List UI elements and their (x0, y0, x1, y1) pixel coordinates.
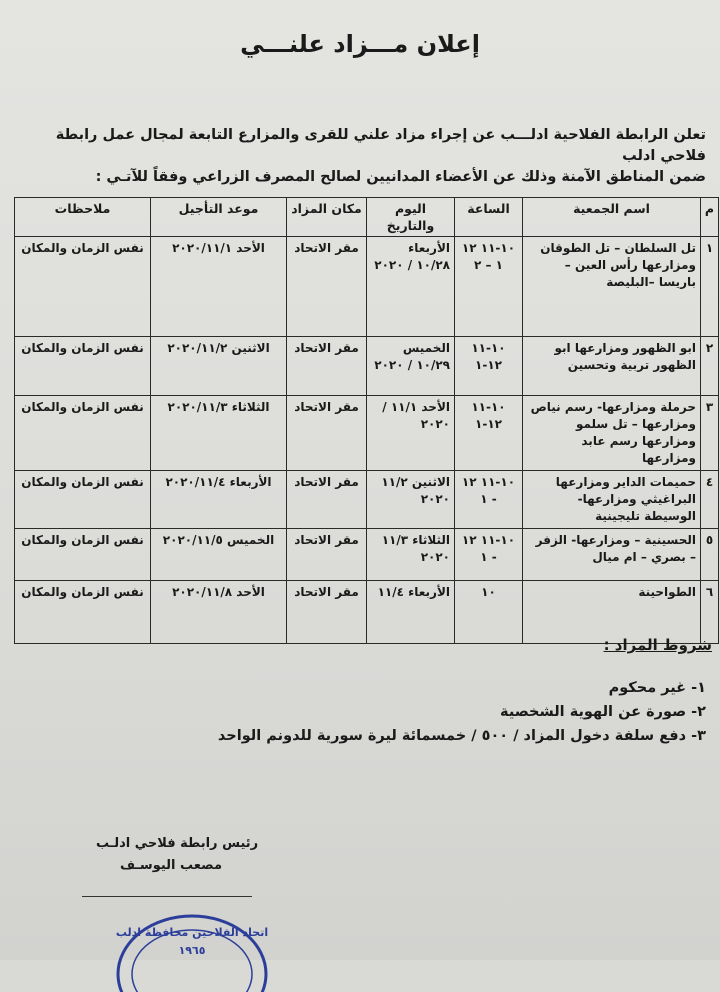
cell-date: الأحد ١١/١ / ٢٠٢٠ (367, 396, 455, 471)
official-stamp (112, 902, 272, 992)
cell-notes: نفس الزمان والمكان (15, 237, 151, 337)
header-date: اليوم والتاريخ (367, 198, 455, 237)
cell-time: ١٠-١١ ١٢ - ١ (455, 529, 523, 581)
cell-association: الحسينية – ومزارعها- الزفر – بصري – ام ميال (523, 529, 701, 581)
cell-association: تل السلطان – تل الطوقان ومزارعها رأس العين – باريسا –البليصة (523, 237, 701, 337)
cell-association: ابو الظهور ومزارعها ابو الظهور تربية وتحسين (523, 337, 701, 396)
table-row (15, 581, 719, 644)
cell-association: حميمات الداير ومزارعها البراغيثي ومزارعها- الوسيطة تليجينية (523, 471, 701, 529)
signature-name: مصعب اليوسـف (120, 858, 222, 873)
condition-item: ١- غير محكوم (608, 680, 706, 696)
header-postpone: موعد التأجيل (151, 198, 287, 237)
document-title: إعلان مـــزاد علنـــي (240, 30, 480, 58)
table-row (15, 337, 719, 396)
cell-postpone: الاثنين ٢٠٢٠/١١/٢ (151, 337, 287, 396)
cell-num: ١ (701, 237, 719, 337)
intro-paragraph (16, 125, 706, 188)
cell-notes: نفس الزمان والمكان (15, 337, 151, 396)
cell-postpone: الأحد ٢٠٢٠/١١/١ (151, 237, 287, 337)
cell-date: الأربعاء ١٠/٢٨ / ٢٠٢٠ (367, 237, 455, 337)
cell-place: مقر الاتحاد (287, 529, 367, 581)
cell-num: ٥ (701, 529, 719, 581)
cell-postpone: الأحد ٢٠٢٠/١١/٨ (151, 581, 287, 644)
intro-line-2: ضمن المناطق الآمنة وذلك عن الأعضاء المدانيين لصالح المصرف الزراعي وفقاً للآتـي : (95, 169, 706, 185)
header-place: مكان المزاد (287, 198, 367, 237)
table-row (15, 396, 719, 471)
cell-time: ١٠-١١ ١٢ ١ – ٢ (455, 237, 523, 337)
cell-num: ٣ (701, 396, 719, 471)
cell-notes: نفس الزمان والمكان (15, 581, 151, 644)
signature-line (82, 896, 252, 897)
cell-postpone: الخميس ٢٠٢٠/١١/٥ (151, 529, 287, 581)
condition-item: ٣- دفع سلفة دخول المزاد / ٥٠٠ / خمسمائة ليرة سورية للدونم الواحد (217, 728, 706, 744)
stamp-text: اتحاد الفلاحين محافظة ادلب (115, 926, 269, 939)
cell-notes: نفس الزمان والمكان (15, 396, 151, 471)
cell-notes: نفس الزمان والمكان (15, 529, 151, 581)
cell-time: ١٠-١١ ١٢-١ (455, 337, 523, 396)
table-header-row (15, 198, 719, 237)
stamp-year: ١٩٦٥ (178, 944, 206, 957)
auction-schedule-table (14, 197, 719, 644)
cell-date: الاثنين ١١/٢ ٢٠٢٠ (367, 471, 455, 529)
stamp-inner-ring (132, 930, 252, 992)
header-num: م (701, 198, 719, 237)
cell-date: الأربعاء ١١/٤ (367, 581, 455, 644)
cell-date: الثلاثاء ١١/٣ ٢٠٢٠ (367, 529, 455, 581)
table-row (15, 529, 719, 581)
cell-postpone: الأربعاء ٢٠٢٠/١١/٤ (151, 471, 287, 529)
table-row (15, 471, 719, 529)
cell-place: مقر الاتحاد (287, 396, 367, 471)
condition-item: ٢- صورة عن الهوية الشخصية (500, 704, 706, 720)
cell-postpone: الثلاثاء ٢٠٢٠/١١/٣ (151, 396, 287, 471)
header-notes: ملاحظات (15, 198, 151, 237)
cell-place: مقر الاتحاد (287, 337, 367, 396)
cell-num: ٢ (701, 337, 719, 396)
cell-place: مقر الاتحاد (287, 237, 367, 337)
cell-place: مقر الاتحاد (287, 471, 367, 529)
cell-date: الخميس ١٠/٢٩ / ٢٠٢٠ (367, 337, 455, 396)
header-time: الساعة (455, 198, 523, 237)
cell-notes: نفس الزمان والمكان (15, 471, 151, 529)
signature-role: رئيس رابطة فلاحي ادلـب (96, 836, 259, 851)
cell-time: ١٠ (455, 581, 523, 644)
cell-time: ١٠-١١ ١٢-١ (455, 396, 523, 471)
cell-place: مقر الاتحاد (287, 581, 367, 644)
cell-association: الطواحينة (523, 581, 701, 644)
conditions-title: شروط المزاد : (603, 636, 712, 654)
cell-num: ٤ (701, 471, 719, 529)
header-association: اسم الجمعية (523, 198, 701, 237)
cell-time: ١٠-١١ ١٢ - ١ (455, 471, 523, 529)
cell-num: ٦ (701, 581, 719, 644)
intro-line-1: تعلن الرابطة الفلاحية ادلـــب عن إجراء مزاد علني للقرى والمزارع التابعة لمجال عمل رابطة فلاحي ادلب (55, 127, 706, 164)
cell-association: حرملة ومزارعها- رسم نياص ومزارعها – تل سلمو ومزارعها رسم عابد ومزارعها (523, 396, 701, 471)
table-row (15, 237, 719, 337)
